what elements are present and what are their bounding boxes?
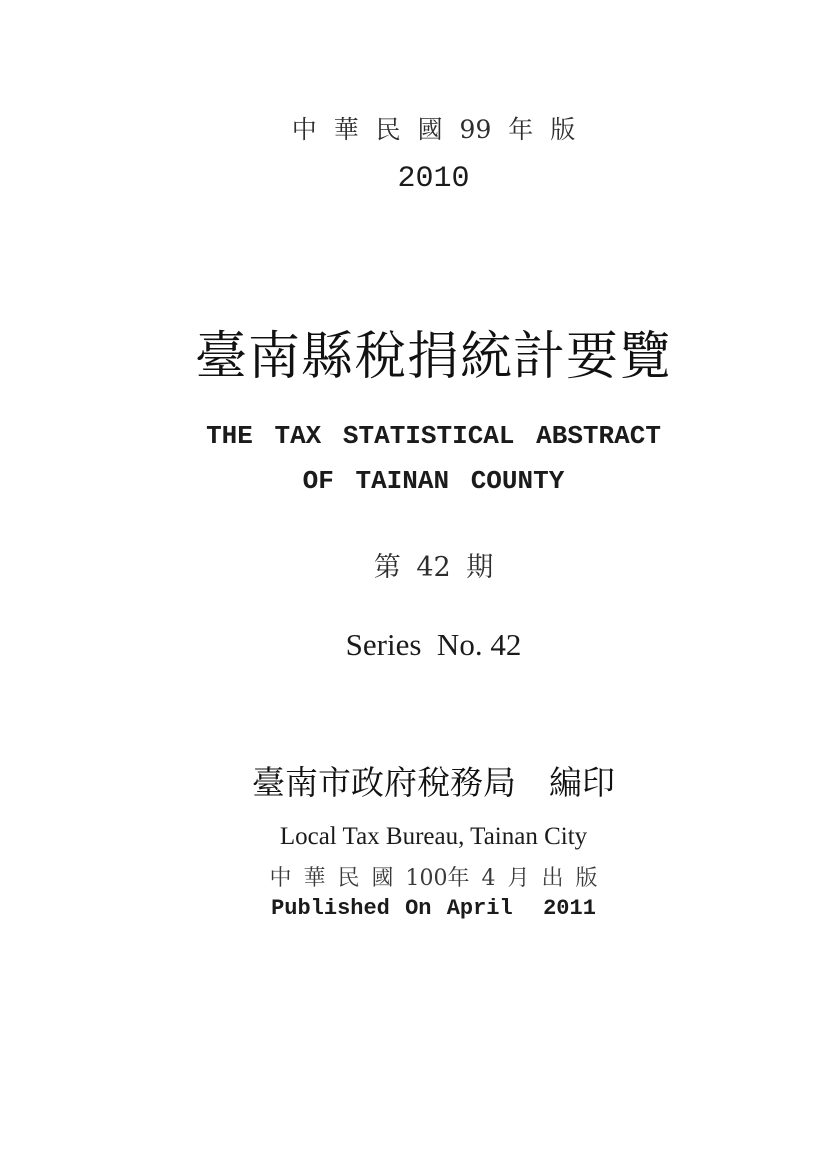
publisher-english: Local Tax Bureau, Tainan City — [279, 823, 588, 850]
edition-year: 2010 — [397, 162, 470, 196]
roc-edition-line: 中 華 民 國 99 年 版 — [291, 115, 576, 144]
publish-date-english: Published On April 2011 — [271, 896, 596, 921]
publish-date-chinese: 中 華 民 國 100年 4 月 出 版 — [269, 866, 598, 891]
document-title-chinese: 臺南縣稅捐統計要覽 — [194, 327, 672, 387]
series-number-chinese: 第 42 期 — [373, 552, 494, 583]
publisher-chinese: 臺南市政府稅務局 編印 — [252, 763, 615, 802]
series-number-english: Series No. 42 — [345, 627, 522, 662]
document-title-english-line1: THE TAX STATISTICAL ABSTRACT — [206, 421, 661, 451]
document-title-english-line2: OF TAINAN COUNTY — [302, 466, 565, 496]
